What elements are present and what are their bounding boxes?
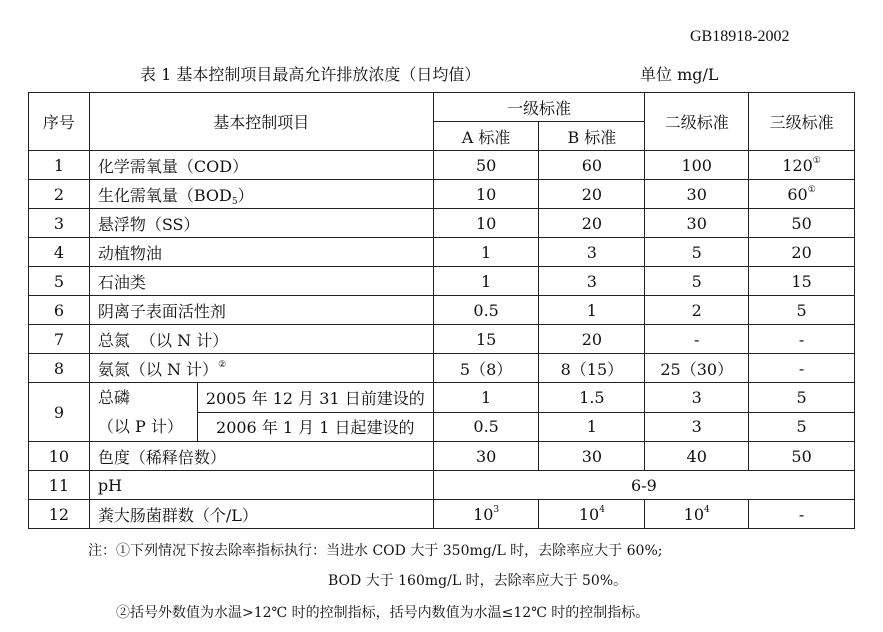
row-item-text: 生化需氧量（BOD — [97, 185, 232, 205]
row-item-text-end: ） — [237, 185, 254, 205]
standard-code: GB18918-2002 — [690, 28, 790, 45]
cell-grade2 — [645, 500, 749, 529]
row-item-line2: （以 P 计） — [97, 417, 183, 436]
table-row — [29, 354, 855, 383]
base: 10 — [683, 504, 705, 524]
table-row — [29, 238, 855, 267]
cell-a: 15 — [433, 325, 539, 354]
cell-grade3 — [749, 151, 855, 180]
cell-grade2: 2 — [645, 296, 749, 325]
cell-a: 0.5 — [433, 412, 539, 442]
row-number: 5 — [29, 267, 90, 296]
row-item-line1: 总磷 — [97, 388, 130, 407]
cell-grade3: - — [749, 354, 855, 383]
cell-grade3: 50 — [749, 442, 855, 471]
row-item: 石油类 — [89, 267, 433, 296]
row-item: 色度（稀释倍数） — [89, 442, 433, 471]
table-row — [29, 325, 855, 354]
row-number: 12 — [29, 500, 90, 529]
cell-b: 1 — [539, 412, 645, 442]
note-line-2: BOD 大于 160mg/L 时，去除率应大于 50%。 — [328, 573, 628, 589]
row-number: 2 — [29, 180, 90, 209]
cell-b: 20 — [539, 180, 645, 209]
cell-b: 20 — [539, 325, 645, 354]
table-row — [29, 151, 855, 180]
note-line-1: 注：①下列情况下按去除率指标执行：当进水 COD 大于 350mg/L 时，去除率应大于 60%; — [88, 543, 663, 559]
cell-grade2: 40 — [645, 442, 749, 471]
header-grade1a: A 标准 — [433, 122, 539, 151]
row-subitem: 2005 年 12 月 31 日前建设的 — [197, 383, 433, 413]
table-row — [29, 209, 855, 238]
header-grade3: 三级标准 — [749, 93, 855, 151]
emission-limits-table — [28, 92, 855, 529]
cell-grade2: 3 — [645, 383, 749, 413]
cell-a — [433, 500, 539, 529]
cell-b — [539, 500, 645, 529]
cell-grade3: 20 — [749, 238, 855, 267]
cell-b: 30 — [539, 442, 645, 471]
cell-grade2: 5 — [645, 238, 749, 267]
cell-b: 20 — [539, 209, 645, 238]
row-number: 1 — [29, 151, 90, 180]
cell-grade2: 5 — [645, 267, 749, 296]
header-seq: 序号 — [29, 93, 90, 151]
header-grade1b: B 标准 — [539, 122, 645, 151]
cell-grade3: 5 — [749, 296, 855, 325]
cell-a: 0.5 — [433, 296, 539, 325]
cell-grade2: 30 — [645, 180, 749, 209]
note-marker: ① — [807, 184, 816, 195]
cell-grade3: - — [749, 500, 855, 529]
base: 10 — [578, 504, 600, 524]
cell-b: 8（15） — [539, 354, 645, 383]
cell-grade3: - — [749, 325, 855, 354]
exponent: 4 — [599, 504, 605, 515]
unit-label: 单位 mg/L — [640, 65, 719, 84]
row-item — [89, 354, 433, 383]
note-marker: ② — [218, 359, 227, 370]
header-row — [29, 93, 855, 122]
row-number: 8 — [29, 354, 90, 383]
exponent: 4 — [704, 504, 710, 515]
row-item — [89, 383, 197, 442]
subscript: 5 — [231, 196, 238, 207]
row-number: 9 — [29, 383, 90, 442]
table-row — [29, 471, 855, 500]
cell-b: 3 — [539, 238, 645, 267]
exponent: 3 — [493, 504, 500, 515]
cell-grade3: 5 — [749, 412, 855, 442]
row-number: 7 — [29, 325, 90, 354]
cell-grade3-value: 60 — [787, 184, 808, 204]
row-item: 总氮 （以 N 计） — [89, 325, 433, 354]
cell-a: 1 — [433, 267, 539, 296]
cell-grade3: 50 — [749, 209, 855, 238]
row-number: 4 — [29, 238, 90, 267]
cell-a: 10 — [433, 180, 539, 209]
table-row — [29, 296, 855, 325]
cell-a: 5（8） — [433, 354, 539, 383]
row-item — [89, 180, 433, 209]
cell-grade3: 15 — [749, 267, 855, 296]
cell-grade2: 25（30） — [645, 354, 749, 383]
table-row — [29, 267, 855, 296]
table-row — [29, 383, 855, 413]
cell-a: 50 — [433, 151, 539, 180]
cell-b: 1.5 — [539, 383, 645, 413]
table-row — [29, 180, 855, 209]
row-subitem: 2006 年 1 月 1 日起建设的 — [197, 412, 433, 442]
row-item: 动植物油 — [89, 238, 433, 267]
row-number: 10 — [29, 442, 90, 471]
cell-b: 3 — [539, 267, 645, 296]
cell-grade2: 3 — [645, 412, 749, 442]
row-item: 化学需氧量（COD） — [89, 151, 433, 180]
row-number: 6 — [29, 296, 90, 325]
cell-b: 1 — [539, 296, 645, 325]
row-number: 11 — [29, 471, 90, 500]
cell-a: 1 — [433, 238, 539, 267]
cell-grade2: 100 — [645, 151, 749, 180]
cell-a: 30 — [433, 442, 539, 471]
table-title: 表 1 基本控制项目最高允许排放浓度（日均值） — [140, 65, 481, 84]
row-item: 粪大肠菌群数（个/L） — [89, 500, 433, 529]
row-item: pH — [89, 471, 433, 500]
base: 10 — [473, 504, 494, 524]
header-grade1: 一级标准 — [433, 93, 645, 122]
row-item-text: 氨氮（以 N 计） — [97, 359, 219, 379]
row-item: 悬浮物（SS） — [89, 209, 433, 238]
cell-b: 60 — [539, 151, 645, 180]
cell-grade3-value: 120 — [782, 155, 813, 175]
header-item: 基本控制项目 — [89, 93, 433, 151]
row-item: 阴离子表面活性剂 — [89, 296, 433, 325]
cell-grade2: - — [645, 325, 749, 354]
table-row — [29, 442, 855, 471]
cell-grade3 — [749, 180, 855, 209]
note-line-3: ②括号外数值为水温>12℃ 时的控制指标，括号内数值为水温≤12℃ 时的控制指标。 — [116, 605, 650, 621]
cell-a: 10 — [433, 209, 539, 238]
row-number: 3 — [29, 209, 90, 238]
cell-grade3: 5 — [749, 383, 855, 413]
cell-all-grades: 6-9 — [433, 471, 854, 500]
note-marker: ① — [812, 155, 821, 166]
table-row — [29, 500, 855, 529]
header-grade2: 二级标准 — [645, 93, 749, 151]
cell-a: 1 — [433, 383, 539, 413]
table-caption — [140, 62, 719, 85]
cell-grade2: 30 — [645, 209, 749, 238]
